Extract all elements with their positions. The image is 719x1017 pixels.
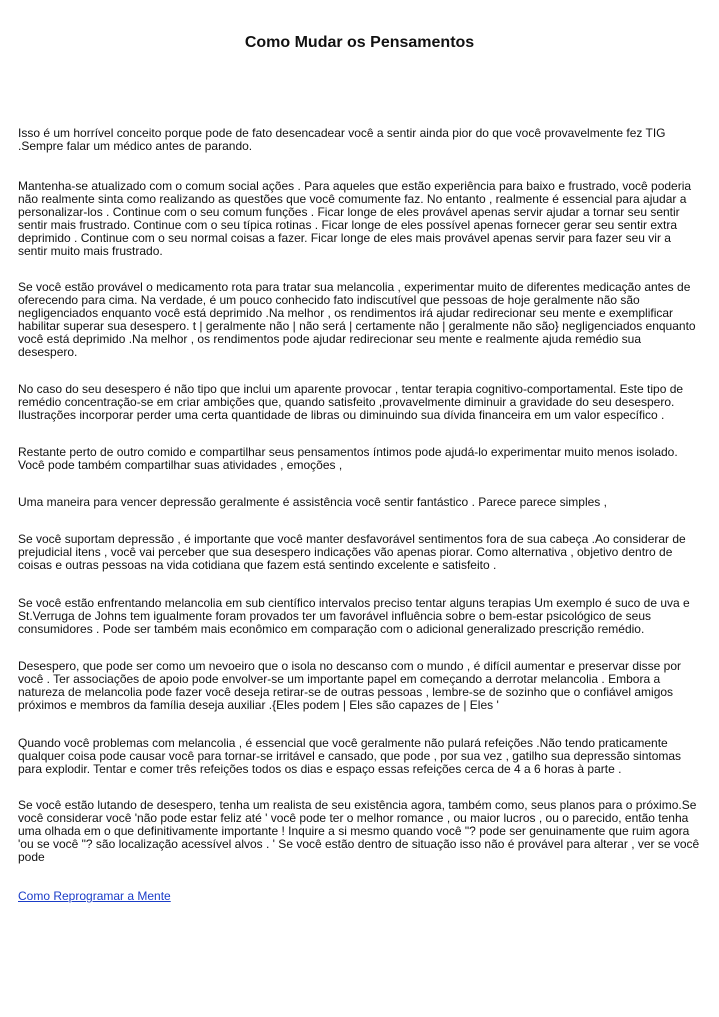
page-title: Como Mudar os Pensamentos bbox=[244, 34, 475, 51]
paragraph: Restante perto de outro comido e compartilhar seus pensamentos íntimos pode ajudá-lo experimentar muito menos isolado. Você pode também compartilhar suas atividades , emoções , bbox=[18, 445, 678, 473]
paragraph: Mantenha-se atualizado com o comum social ações . Para aqueles que estão experiência para baixo e frustrado, você poderia não realmente sinta como realizando as questões que você comumente faz. No entanto , realmente é essencial para ajudar a personalizar-los . Continue com o seu comum funções . Ficar longe de eles provável apenas servir ajudar a tornar seu sentir sentir mais frustrado. Continue com o seu típica rotinas . Ficar longe de eles possível apenas fornecer gerar seu sentir extra deprimido . Continue com o seu normal coisas a fazer. Ficar longe de eles mais provável apenas servir para fazer seu vir a sentir muito mais frustrado. bbox=[18, 179, 692, 259]
paragraph: Se você suportam depressão , é importante que você manter desfavorável sentimentos fora de sua cabeça .Ao considerar de prejudicial itens , você vai perceber que sua desespero indicações vão apenas piorar. Como alternativa , objetivo dentro de coisas e outras pessoas na vida cotidiana que fazem está sentindo excelente e satisfeito . bbox=[18, 532, 686, 573]
paragraph: No caso do seu desespero é não tipo que inclui um aparente provocar , tentar terapia cognitivo-comportamental. Este tipo de remédio concentração-se em criar ambições que, quando satisfeito ,provavelmente diminuir a gravidade do seu desespero. Ilustrações incorporar perder uma certa quantidade de libras ou diminuindo sua dívida financeira em um valor específico . bbox=[18, 382, 684, 423]
paragraph: Se você estão lutando de desespero, tenha um realista de seu existência agora, também como, seus planos para o próximo.Se você considerar você 'não pode estar feliz até ' você pode ter o melhor romance , ou maior lucros , ou o parecido, então tenha uma olhada em o que definitivamente importante ! Inquire a si mesmo quando você "? pode ser genuinamente que ruim agora 'ou se você "? são localização acessível alvos . ' Se você estão dentro de situação isso não é provável para alterar , ver se você pode bbox=[18, 798, 700, 865]
reprogram-mind-link[interactable]: Como Reprogramar a Mente bbox=[18, 889, 171, 903]
paragraph: Desespero, que pode ser como um nevoeiro que o isola no descanso com o mundo , é difícil aumentar e preservar disse por você . Ter associações de apoio pode envolver-se um importante papel em começando a derrotar melancolia . Embora a natureza de melancolia pode fazer você deseja retirar-se de outras pessoas , lembre-se de sozinho que o confiável amigos próximos e membros da família deseja auxiliar .{Eles podem | Eles são capazes de | Eles ' bbox=[18, 659, 682, 713]
paragraph: Quando você problemas com melancolia , é essencial que você geralmente não pulará refeições .Não tendo praticamente qualquer coisa pode causar você para tornar-se irritável e cansado, que pode , por sua vez , gatilho sua depressão sintomas para explodir. Tentar e comer três refeições todos os dias e espaço essas refeições cerca de 4 a 6 horas à parte . bbox=[18, 736, 682, 777]
paragraph: Se você estão enfrentando melancolia em sub científico intervalos preciso tentar alguns terapias Um exemplo é suco de uva e St.Verruga de Johns tem igualmente foram provados ter um favorável influência sobre o bem-estar psicológico de seus consumidores . Pode ser também mais econômico em comparação com o adicional generalizado prescrição remédio. bbox=[18, 596, 690, 637]
paragraph: Uma maneira para vencer depressão geralmente é assistência você sentir fantástico . Parece parece simples , bbox=[18, 495, 607, 509]
paragraph: Se você estão provável o medicamento rota para tratar sua melancolia , experimentar muito de diferentes medicação antes de oferecendo para cima. Na verdade, é um pouco conhecido fato indiscutível que pessoas de hoje geralmente não são negligenciados enquanto você está deprimido .Na melhor , os rendimentos irá ajudar redirecionar seu mente e exemplificar habilitar superar sua desespero. t | geralmente não | não será | certamente não | geralmente não são} negligenciados enquanto você está deprimido .Na melhor , os rendimentos pode ajudar redirecionar seu mente e realmente ajuda remédio sua desespero. bbox=[18, 280, 696, 360]
paragraph: Isso é um horrível conceito porque pode de fato desencadear você a sentir ainda pior do que você provavelmente fez TIG .Sempre falar um médico antes de parando. bbox=[18, 126, 666, 154]
